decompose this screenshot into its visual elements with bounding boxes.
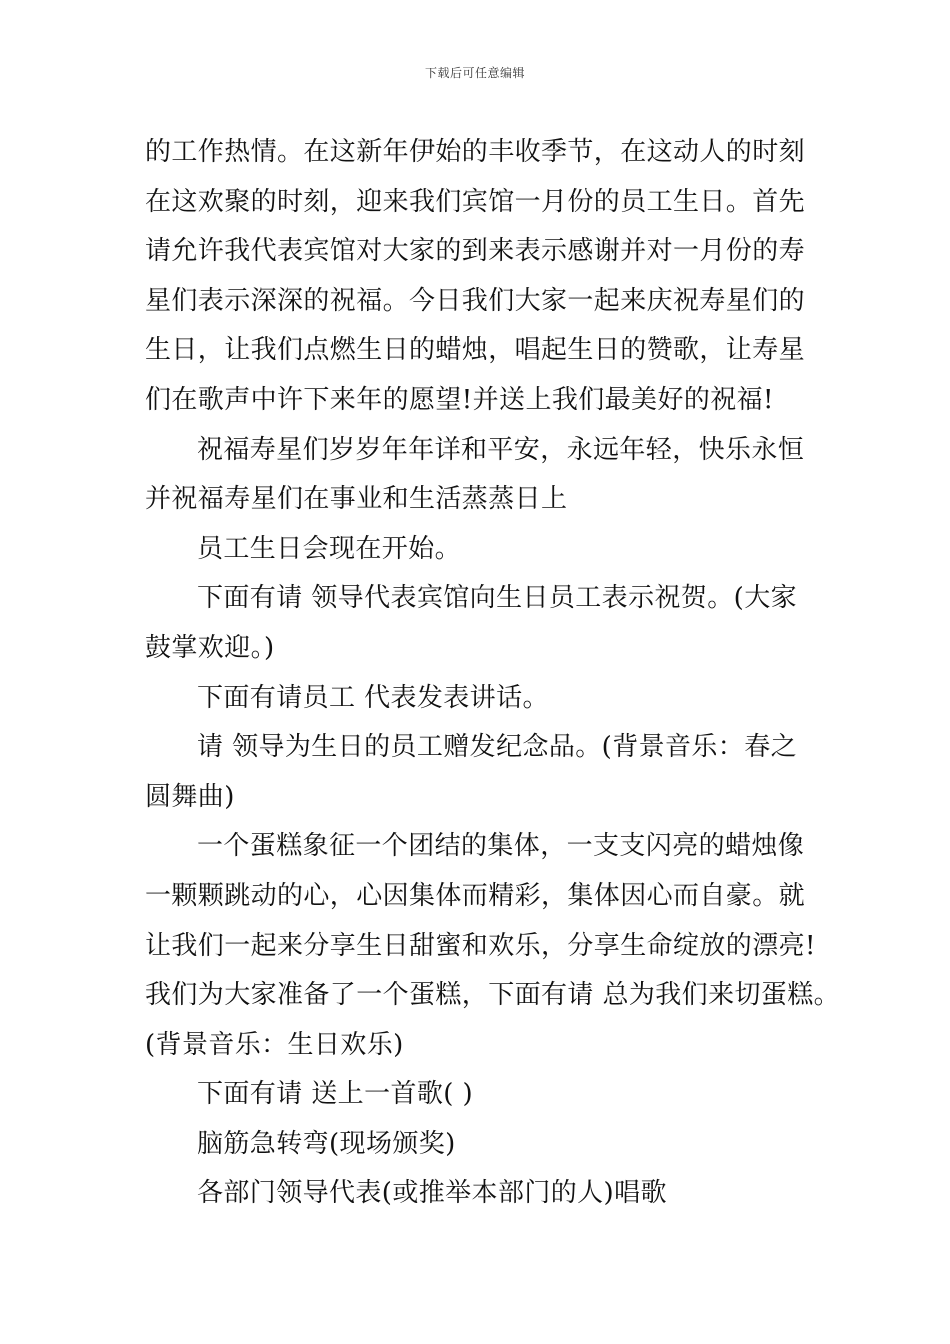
text-line: 下面有请 送上一首歌( ) (197, 1079, 474, 1110)
page-header: 下载后可任意编辑 (424, 66, 525, 80)
text-line: 圆舞曲) (145, 781, 235, 812)
text-line: 的工作热情。在这新年伊始的丰收季节，在这动人的时刻 (145, 137, 806, 167)
text-line: 们在歌声中许下来年的愿望!并送上我们最美好的祝福! (145, 384, 774, 415)
text-line: (背景音乐：生日欢乐) (145, 1029, 404, 1060)
text-line: 请 领导为生日的员工赠发纪念品。(背景音乐：春之 (197, 732, 798, 763)
text-line: 各部门领导代表(或推举本部门的人)唱歌 (197, 1178, 667, 1209)
text-line: 生日，让我们点燃生日的蜡烛，唱起生日的赞歌，让寿星 (145, 335, 806, 366)
text-line: 我们为大家准备了一个蛋糕，下面有请 总为我们来切蛋糕。 (145, 980, 841, 1011)
text-line: 鼓掌欢迎。) (145, 632, 275, 663)
document-body (145, 128, 841, 1219)
text-line: 员工生日会现在开始。 (197, 533, 462, 564)
text-line: 脑筋急转弯(现场颁奖) (197, 1128, 456, 1159)
text-line: 下面有请员工 代表发表讲话。 (197, 682, 549, 713)
text-line: 让我们一起来分享生日甜蜜和欢乐，分享生命绽放的漂亮! (145, 930, 816, 961)
text-line: 星们表示深深的祝福。今日我们大家一起来庆祝寿星们的 (145, 285, 806, 316)
text-line: 请允许我代表宾馆对大家的到来表示感谢并对一月份的寿 (145, 236, 806, 267)
text-line: 一颗颗跳动的心，心因集体而精彩，集体因心而自豪。就 (145, 880, 806, 911)
text-line: 下面有请 领导代表宾馆向生日员工表示祝贺。(大家 (197, 583, 798, 614)
text-line: 祝福寿星们岁岁年年详和平安，永远年轻，快乐永恒 (197, 434, 805, 465)
text-line: 并祝福寿星们在事业和生活蒸蒸日上 (145, 484, 568, 515)
text-line: 在这欢聚的时刻，迎来我们宾馆一月份的员工生日。首先 (145, 186, 806, 217)
text-line: 一个蛋糕象征一个团结的集体，一支支闪亮的蜡烛像 (197, 831, 805, 862)
